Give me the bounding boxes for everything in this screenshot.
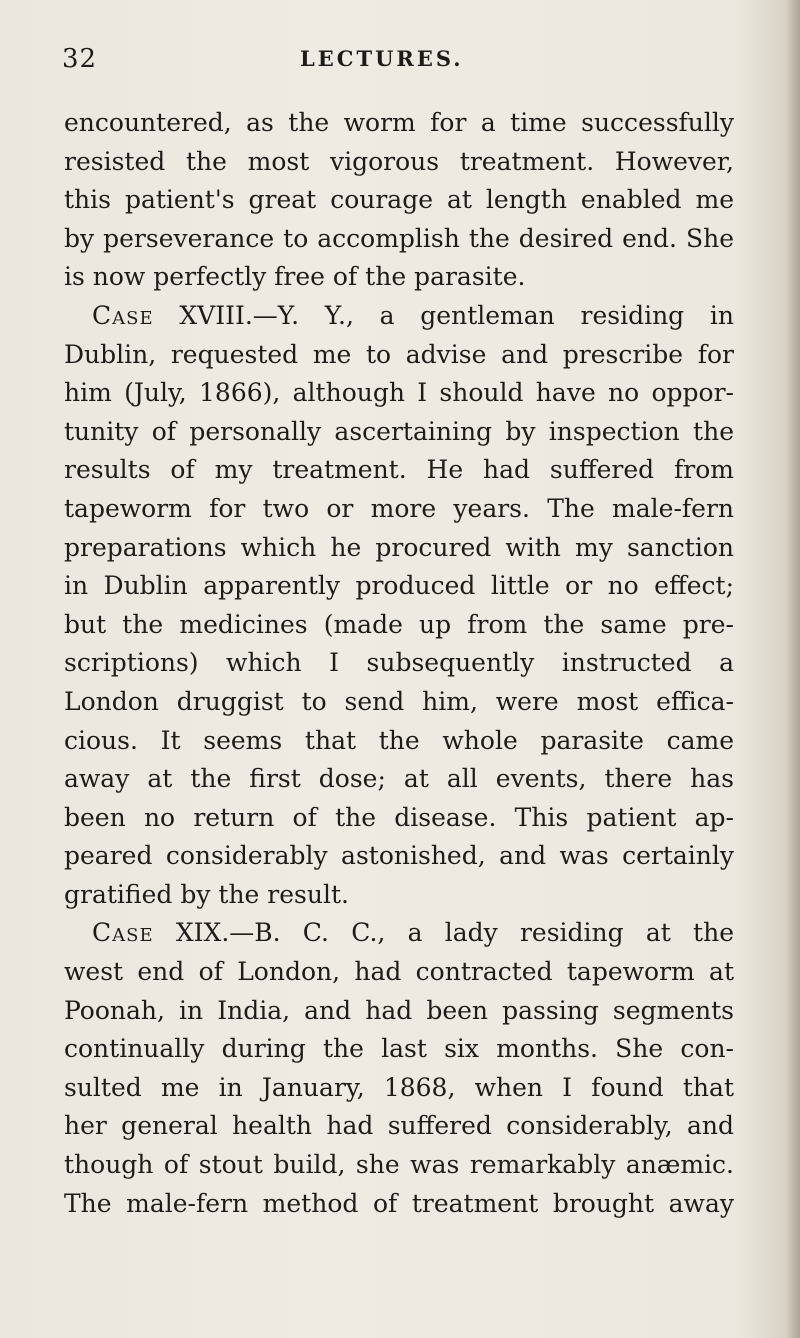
text-line: preparations which he procured with my sanction — [64, 532, 734, 562]
text-line: cious. It seems that the whole parasite came — [64, 725, 734, 755]
case-label: Case — [92, 300, 154, 330]
text-line: away at the first dose; at all events, there has — [64, 764, 734, 794]
text-line: results of my treatment. He had suffered from — [64, 455, 734, 485]
text-line: sulted me in January, 1868, when I found that — [64, 1072, 734, 1102]
text-line: tunity of personally ascertaining by inspection the — [64, 416, 734, 446]
text-line-rest: XIX.—B. C. C., a lady residing at the — [175, 918, 734, 948]
text-line: scriptions) which I subsequently instructed a — [64, 648, 734, 678]
text-line: been no return of the disease. This patient ap- — [64, 802, 734, 832]
text-line: her general health had suffered considerably, and — [64, 1111, 734, 1141]
text-line: continually during the last six months. She con- — [64, 1034, 734, 1064]
text-line: London druggist to send him, were most effica- — [64, 686, 734, 716]
text-line: by perseverance to accomplish the desired end. She — [64, 223, 734, 253]
text-line: gratified by the result. — [64, 879, 349, 909]
page-edge-shadow — [786, 0, 800, 1338]
text-line: though of stout build, she was remarkably anæmic. — [64, 1150, 734, 1180]
text-line: The male-fern method of treatment brought away — [64, 1188, 734, 1218]
text-line: him (July, 1866), although I should have no oppor- — [64, 378, 734, 408]
text-line: in Dublin apparently produced little or no effect; — [64, 571, 734, 601]
case-xviii-heading-line — [64, 297, 734, 336]
body-text — [64, 104, 734, 1223]
running-title: LECTURES. — [300, 46, 464, 71]
text-line: but the medicines (made up from the same pre- — [64, 609, 734, 639]
case-xix-heading-line — [64, 914, 734, 953]
text-line: encountered, as the worm for a time successfully — [64, 108, 734, 137]
text-line: Poonah, in India, and had been passing segments — [64, 995, 734, 1025]
text-line: peared considerably astonished, and was certainly — [64, 841, 734, 871]
text-line: west end of London, had contracted tapeworm at — [64, 957, 734, 987]
text-line: Dublin, requested me to advise and prescribe for — [64, 339, 734, 369]
page-header — [0, 44, 800, 84]
text-line: resisted the most vigorous treatment. However, — [64, 146, 734, 176]
case-label: Case — [92, 918, 154, 948]
text-line-rest: XVIII.—Y. Y., a gentleman residing in — [179, 300, 735, 330]
text-line: is now perfectly free of the parasite. — [64, 262, 526, 292]
page-number: 32 — [62, 44, 98, 74]
text-line: tapeworm for two or more years. The male-fern — [64, 493, 734, 523]
text-line: this patient's great courage at length enabled me — [64, 185, 734, 215]
